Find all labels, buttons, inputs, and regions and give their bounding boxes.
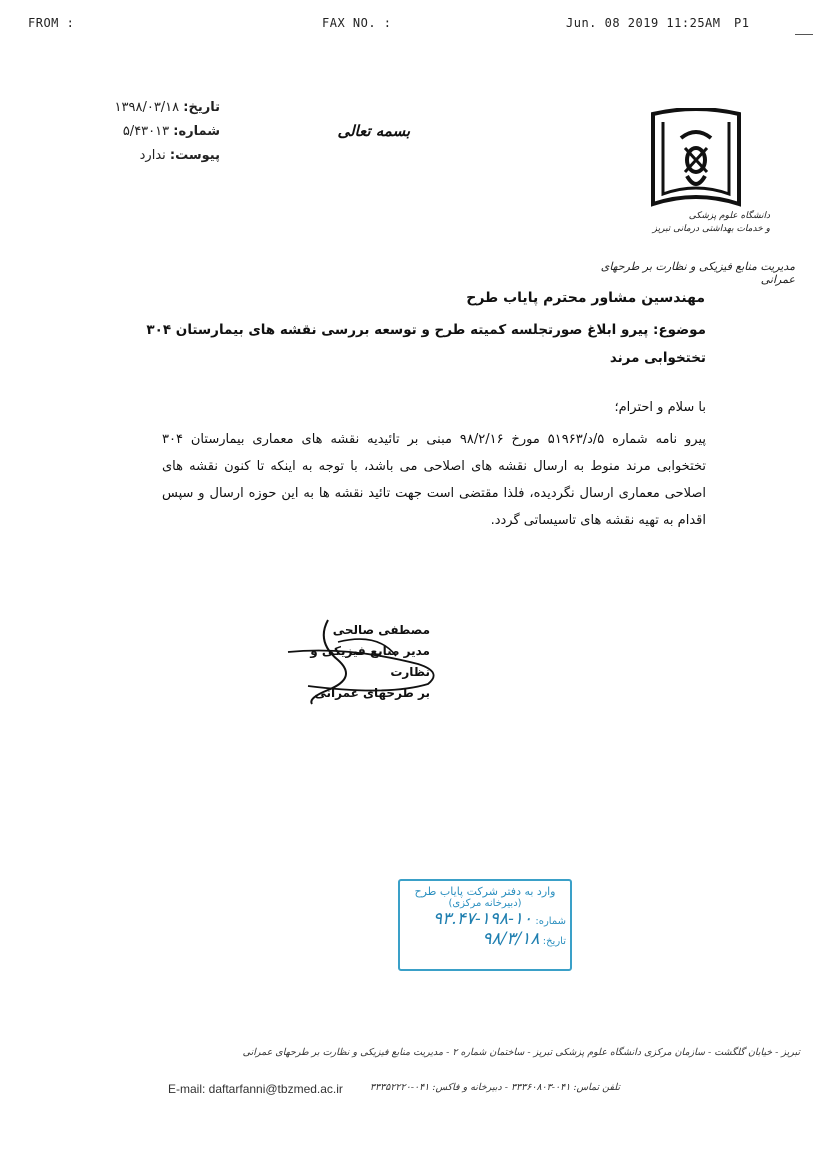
stamp-line-2: (دبیرخانه مرکزی) <box>448 898 522 909</box>
invocation: بسمه تعالی <box>337 122 410 140</box>
footer-address: تبریز - خیابان گلگشت - سازمان مرکزی دانشگاه علوم پزشکی تبریز - ساختمان شماره ۲ - مدیریت منابع فیزیکی و نظارت بر طرحهای عمرانی <box>242 1047 800 1058</box>
university-logo-icon <box>641 108 751 218</box>
edge-mark <box>795 34 813 35</box>
subject-line-1: موضوع: پیرو ابلاغ صورتجلسه کمیته طرح و توسعه بررسی نقشه های بیمارستان ۳۰۴ <box>146 322 706 338</box>
receipt-stamp <box>398 879 572 971</box>
stamp-line-1: وارد به دفتر شرکت پایاب طرح <box>414 885 556 898</box>
letter-meta <box>100 96 220 168</box>
fax-from: FROM : <box>28 16 75 30</box>
fax-number: FAX NO. : <box>322 16 392 30</box>
signer-name: مصطفی صالحی <box>332 623 430 637</box>
stamp-date-label: تاریخ: <box>542 936 566 947</box>
footer-phones: تلفن تماس: ۰۴۱-۳۳۳۶۰۸۰۳ - دبیرخانه و فاکس: ۰۴۱-۳۳۳۵۲۲۲۰ <box>369 1082 620 1093</box>
stamp-date-value: ۹۸/۳/۱۸ <box>482 929 540 949</box>
fax-datetime: Jun. 08 2019 11:25AM <box>566 16 721 30</box>
letterhead-department: مدیریت منابع فیزیکی و نظارت بر طرحهای عمرانی <box>600 260 795 286</box>
number-value: ۵/۴۳۰۱۳ <box>122 124 170 139</box>
letterhead-university <box>600 210 770 236</box>
footer-email: E-mail: daftarfanni@tbzmed.ac.ir <box>168 1082 343 1096</box>
attachment-label: پیوست: <box>169 148 220 163</box>
number-label: شماره: <box>173 124 220 139</box>
signer-title-line-2: بر طرحهای عمرانی <box>314 686 430 700</box>
recipient: مهندسین مشاور محترم پایاب طرح <box>466 290 705 306</box>
attachment-value: ندارد <box>139 148 166 163</box>
stamp-number-label: شماره: <box>535 916 566 927</box>
university-name: دانشگاه علوم پزشکی <box>688 211 770 221</box>
greeting: با سلام و احترام؛ <box>614 400 706 415</box>
signer-title-line-1: مدیر منابع فیزیکی و نظارت <box>310 644 430 679</box>
fax-page: P1 <box>734 16 750 30</box>
date-row <box>100 96 220 120</box>
body-paragraph: پیرو نامه شماره ۵/د/۵۱۹۶۳ مورخ ۹۸/۲/۱۶ مبنی بر تائیدیه نقشه های معماری بیمارستان ۳۰۴ تختخوابی مرند منوط به ارسال نقشه های اصلاحی می باشد، با توجه به اینکه تا کنون نقشه های اصلاحی معماری ارسال نگردیده، فلذا مقتضی است جهت تائید نقشه ها به این حوزه ارسال و سپس اقدام به تهیه نقشه های تاسیساتی گردد. <box>162 432 706 528</box>
date-label: تاریخ: <box>183 100 220 115</box>
stamp-number-row <box>400 909 570 929</box>
subject-line-2: تختخوابی مرند <box>609 350 706 366</box>
university-deputy: و خدمات بهداشتی درمانی تبریز <box>652 224 770 234</box>
stamp-date-row <box>400 929 570 949</box>
stamp-number-value: ۱۰-۱۹۸-۹۳.۴۷ <box>433 909 533 929</box>
attachment-row <box>100 144 220 168</box>
handwritten-signature <box>268 612 448 707</box>
university-logo <box>641 108 751 218</box>
number-row <box>100 120 220 144</box>
date-value: ۱۳۹۸/۰۳/۱۸ <box>114 100 180 115</box>
